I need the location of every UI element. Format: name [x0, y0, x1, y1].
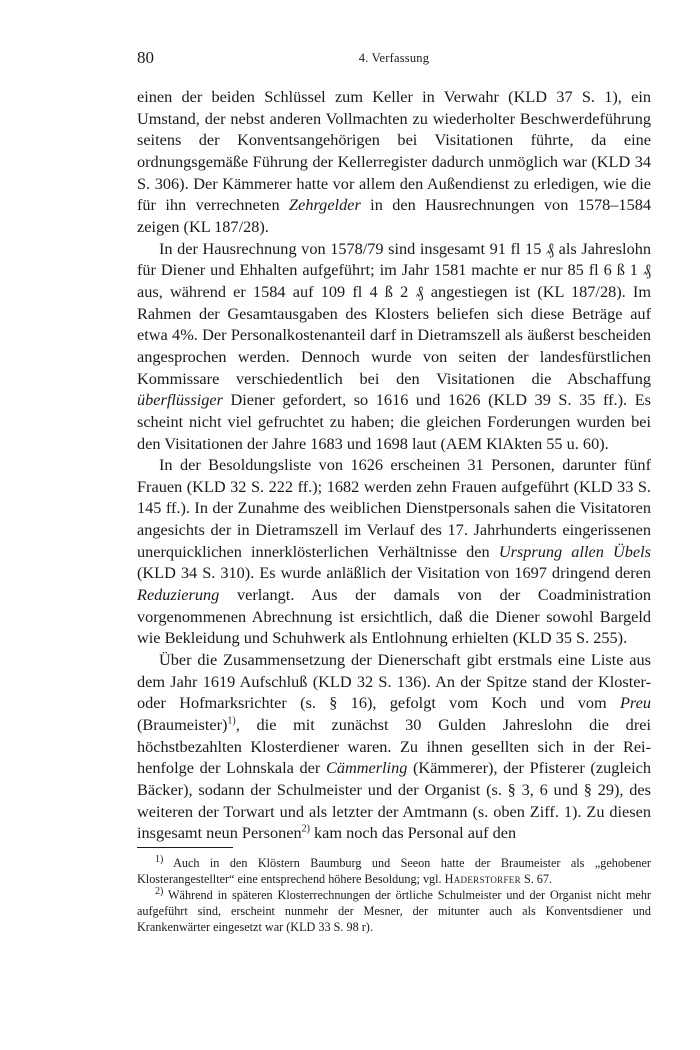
footnote-divider: [137, 847, 233, 848]
footnote-ref-2[interactable]: 2: [301, 823, 307, 835]
footnote-mark-2: 2: [155, 886, 160, 898]
emphasis-ursprung: Ursprung allen Übels: [498, 541, 651, 561]
body-text: [137, 86, 651, 844]
footnote-mark-1: 1: [155, 853, 160, 865]
footnote-ref-1[interactable]: 1: [227, 715, 233, 727]
author-name: Haderstorfer: [444, 872, 521, 887]
paragraph-2: In der Hausrechnung von 1578/79 sind insgesamt 91 fl 15 ₰ als Jahreslohn für Diener und Ehhalten aufgeführt; im Jahr 1581 machte er nur 85 fl 6 ß 1 ₰ aus, während er 1584 auf 109 fl 4 ß 2 ₰ angestiegen ist (KL 187/28). Im Rahmen der Gesamtausgaben des Klosters beliefen sich diese Beträge auf etwa 4%. Der Personalkostenanteil darf in Dietramszell als äußerst bescheiden angesprochen werden. Dennoch wurde von seiten der landesfürstlichen Kommissare verschiedentlich bei den Visitationen die Abschaffung überflüssiger Diener gefordert, so 1616 und 1626 (KLD 39 S. 35 ff.). Es scheint nicht viel gefruchtet zu haben; die gleichen Forderungen wurden bei den Visitationen der Jahre 1683 und 1698 laut (AEM KlAkten 55 u. 60).: [137, 238, 651, 453]
paragraph-3: In der Besoldungsliste von 1626 erscheinen 31 Personen, darunter fünf Frauen (KLD 32 S. 222 ff.); 1682 werden zehn Frauen aufgeführt (KLD 33 S. 145 ff.). In der Zunahme des weiblichen Dienstpersonals sahen die Visitatoren angesichts der in Dietramszell im Verlauf des 17. Jahrhunderts eingerissenen unerquicklichen innerklösterlichen Verhältnisse den Ursprung allen Übels (KLD 34 S. 310). Es wurde anläßlich der Visitation von 1697 dringend deren Reduzierung verlangt. Aus der damals von der Coadministration vorgenommenen Abrechnung ist ersichtlich, daß die Diener sowohl Bargeld wie Bekleidung und Schuhwerk als Entlohnung erhielten (KLD 35 S. 255).: [137, 455, 651, 648]
page-header: [137, 48, 651, 72]
emphasis-zehrgelder: Zehrgelder: [289, 195, 361, 215]
emphasis-caemmerling: Cämmerling: [325, 758, 408, 778]
paragraph-1: einen der beiden Schlüssel zum Keller in Verwahr (KLD 37 S. 1), ein Umstand, der nebst anderen Vollmachten zu wiederholter Beschwerdeführung seitens der Konventsangehörigen bei Visitationen führte, da eine ordnungsgemäße Führung der Kellerregister dadurch unmöglich war (KLD 34 S. 306). Der Kämmerer hatte vor allem den Außendienst zu erledigen, wie die für ihn verrechneten Zehrgelder in den Hausrechnungen von 1578–1584 zeigen (KL 187/28).: [137, 87, 651, 236]
emphasis-preu: Preu: [619, 693, 651, 713]
footnote-1: $^{1)}$ Auch in den Klöstern Baumburg und Seeon hatte der Braumeister als „gehobener Klosterangestellter“ eine entsprechend höhere Besoldung; vgl. Haderstorfer S. 67.: [137, 853, 651, 887]
emphasis-reduzierung: Reduzierung: [137, 585, 220, 605]
page-number: 80: [137, 48, 154, 67]
paragraph-4: Über die Zusammensetzung der Dienerschaft gibt erstmals eine Liste aus dem Jahr 1619 Aufschluß (KLD 32 S. 136). An der Spitze stand der Kloster- oder Hofmarksrichter (s. § 16), gefolgt vom Koch und vom Preu (Braumeister)$^{1)}$, die mit zunächst 30 Gulden Jahreslohn die drei höchstbezahlten Klosterdiener waren. Zu ihnen gesellten sich in der Reihenfolge der Lohnskala der Cämmerling (Kämmerer), der Pfisterer (zugleich Bäcker), sodann der Schulmeister und der Organist (s. § 3, 6 und § 29), des weiteren der Torwart und als letzter der Amtmann (s. oben Ziff. 1). Zu diesen insgesamt neun Personen$^{2)}$ kam noch das Personal auf den: [137, 650, 651, 843]
running-head: 4. Verfassung: [358, 51, 430, 65]
footnotes: [137, 855, 651, 935]
emphasis-ueberfluessiger: überflüssiger: [137, 390, 223, 410]
footnote-2: $^{2)}$ Während in späteren Klosterrechnungen der örtliche Schulmeister und der Organist nicht mehr aufgeführt sind, erscheint nunmehr der Mesner, der mitunter auch als Konventsdiener und Krankenwärter eingesetzt war (KLD 33 S. 98 r).: [137, 886, 651, 935]
